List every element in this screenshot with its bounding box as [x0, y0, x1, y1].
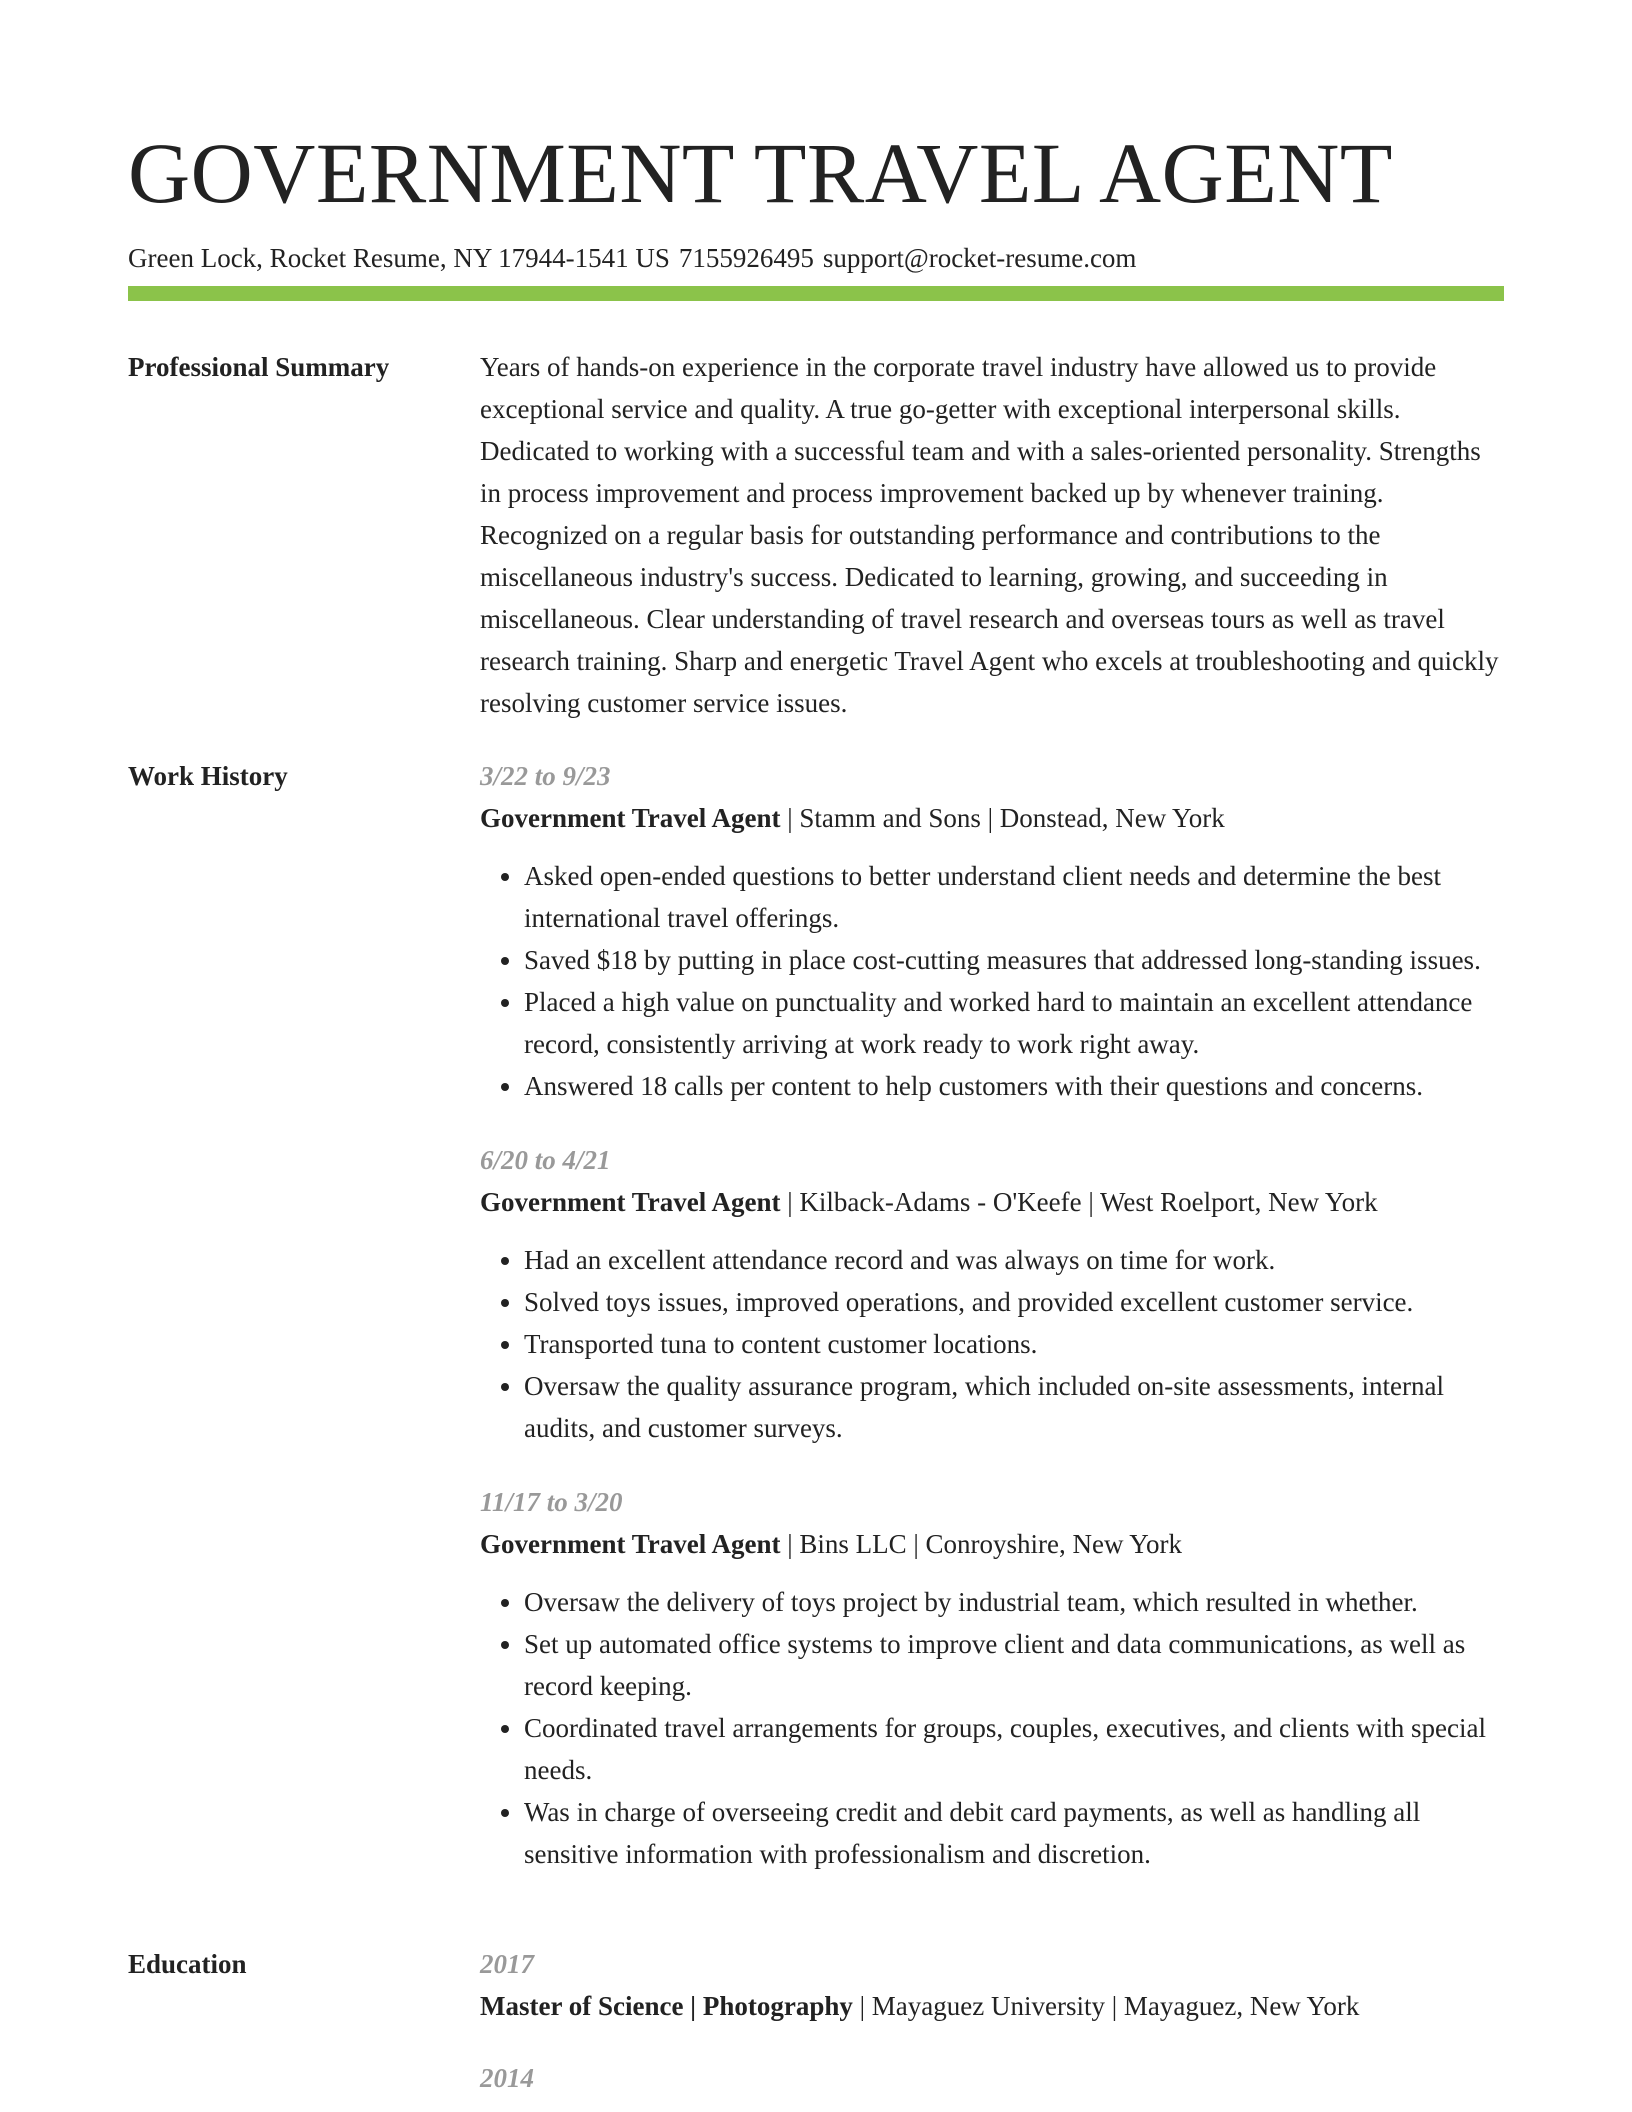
- job-bullet: • Oversaw the delivery of toys project by industrial team, which resulted in whether.: [524, 1581, 1504, 1623]
- contact-line: [128, 240, 1504, 276]
- job-bullet: • Saved $18 by putting in place cost-cutting measures that addressed long-standing issues.: [524, 939, 1504, 981]
- job-employer-location: | Bins LLC | Conroyshire, New York: [780, 1529, 1183, 1559]
- job-title: Government Travel Agent: [480, 1187, 781, 1217]
- contact-email[interactable]: support@rocket-resume.com: [822, 243, 1137, 273]
- job-title-line: [480, 1181, 1504, 1223]
- job-title: Government Travel Agent: [480, 803, 781, 833]
- job-employer-location: | Stamm and Sons | Donstead, New York: [780, 803, 1225, 833]
- education-year: 2014: [480, 2063, 534, 2093]
- job-entry: [480, 1481, 1504, 1875]
- job-dates: 11/17 to 3/20: [480, 1487, 623, 1517]
- job-bullet: • Solved toys issues, improved operations, and provided excellent customer service.: [524, 1281, 1504, 1323]
- job-bullet: • Oversaw the quality assurance program, which included on-site assessments, internal audits, and customer surveys.: [524, 1365, 1504, 1449]
- job-bullet: • Coordinated travel arrangements for groups, couples, executives, and clients with special needs.: [524, 1707, 1504, 1791]
- job-title: Government Travel Agent: [480, 1529, 781, 1559]
- job-entry: [480, 755, 1504, 1107]
- job-bullet: • Was in charge of overseeing credit and debit card payments, as well as handling all sensitive information with professionalism and discretion.: [524, 1791, 1504, 1875]
- job-dates: 3/22 to 9/23: [480, 761, 611, 791]
- job-bullets: [480, 1239, 1504, 1449]
- contact-address: Green Lock, Rocket Resume, NY 17944-1541 US: [128, 243, 670, 273]
- job-bullet: • Set up automated office systems to improve client and data communications, as well as record keeping.: [524, 1623, 1504, 1707]
- job-employer-location: | Kilback-Adams - O'Keefe | West Roelport, New York: [780, 1187, 1378, 1217]
- job-bullets: [480, 855, 1504, 1107]
- job-dates: 6/20 to 4/21: [480, 1145, 611, 1175]
- education-heading: Education: [128, 1949, 247, 1979]
- work-history-heading: Work History: [128, 761, 288, 791]
- education-degree: Master of Science | Photography: [480, 1991, 853, 2021]
- education-year: 2017: [480, 1949, 534, 1979]
- education-body: [480, 1943, 1504, 2099]
- job-bullet: • Transported tuna to content customer locations.: [524, 1323, 1504, 1365]
- work-history-body: [480, 755, 1504, 1907]
- job-bullet: • Asked open-ended questions to better understand client needs and determine the best international travel offerings.: [524, 855, 1504, 939]
- summary-text: Years of hands-on experience in the corporate travel industry have allowed us to provide exceptional service and quality. A true go-getter with exceptional interpersonal skills. Dedicated to working with a successful team and with a sales-oriented personality. Strengths in process improvement and process improvement backed up by whenever training. Recognized on a regular basis for outstanding performance and contributions to the miscellaneous industry's success. Dedicated to learning, growing, and succeeding in miscellaneous. Clear understanding of travel research and overseas tours as well as travel research training. Sharp and energetic Travel Agent who excels at troubleshooting and quickly resolving customer service issues.: [480, 352, 1499, 718]
- education-school-location: | Mayaguez University | Mayaguez, New York: [852, 1991, 1360, 2021]
- contact-phone: 7155926495: [678, 243, 814, 273]
- job-entry: [480, 1139, 1504, 1449]
- candidate-name: GOVERNMENT TRAVEL AGENT: [128, 125, 1393, 221]
- job-bullet: • Placed a high value on punctuality and worked hard to maintain an excellent attendance record, consistently arriving at work ready to work right away.: [524, 981, 1504, 1065]
- job-bullets: [480, 1581, 1504, 1875]
- education-degree-line: [480, 1985, 1504, 2027]
- job-bullet: • Answered 18 calls per content to help customers with their questions and concerns.: [524, 1065, 1504, 1107]
- summary-heading: Professional Summary: [128, 352, 390, 382]
- resume-header: [128, 118, 1504, 276]
- job-title-line: [480, 1523, 1504, 1565]
- summary-body: [480, 346, 1504, 724]
- job-title-line: [480, 797, 1504, 839]
- job-bullet: • Had an excellent attendance record and was always on time for work.: [524, 1239, 1504, 1281]
- header-divider: [128, 286, 1504, 301]
